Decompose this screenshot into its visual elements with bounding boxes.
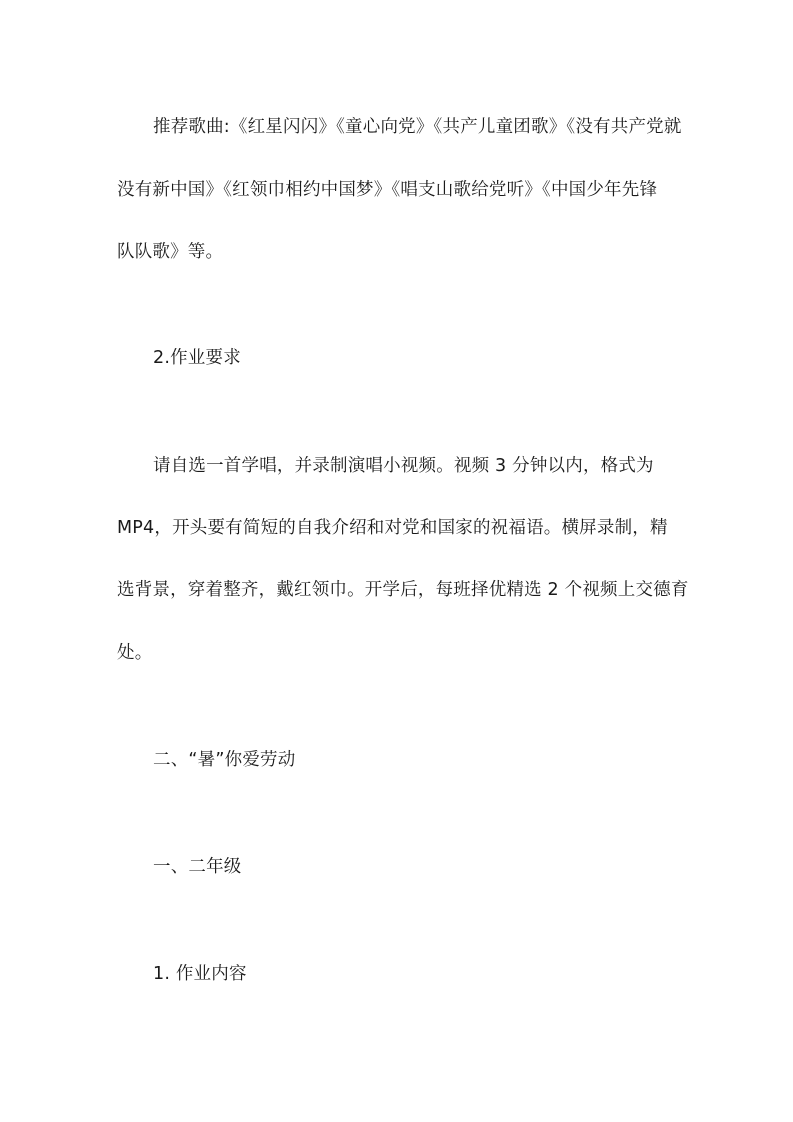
- requirements-line-4: 处。: [117, 643, 153, 663]
- recommended-songs-line-1: 推荐歌曲:《红星闪闪》《童心向党》《共产儿童团歌》《没有共产党就: [153, 117, 682, 137]
- requirements-line-1: 请自选一首学唱，并录制演唱小视频。视频 3 分钟以内，格式为: [153, 456, 654, 476]
- requirements-line-2: MP4，开头要有简短的自我介绍和对党和国家的祝福语。横屏录制，精: [117, 518, 668, 538]
- section-heading-content: 1. 作业内容: [153, 964, 247, 984]
- recommended-songs-line-3: 队队歌》等。: [117, 242, 224, 262]
- grade-heading: 一、二年级: [153, 857, 242, 877]
- recommended-songs-line-2: 没有新中国》《红领巾相约中国梦》《唱支山歌给党听》《中国少年先锋: [117, 180, 658, 200]
- section-heading-requirements: 2.作业要求: [153, 348, 241, 368]
- requirements-line-3: 选背景，穿着整齐，戴红领巾。开学后，每班择优精选 2 个视频上交德育: [117, 580, 689, 600]
- section-heading-labor: 二、“暑”你爱劳动: [153, 750, 296, 770]
